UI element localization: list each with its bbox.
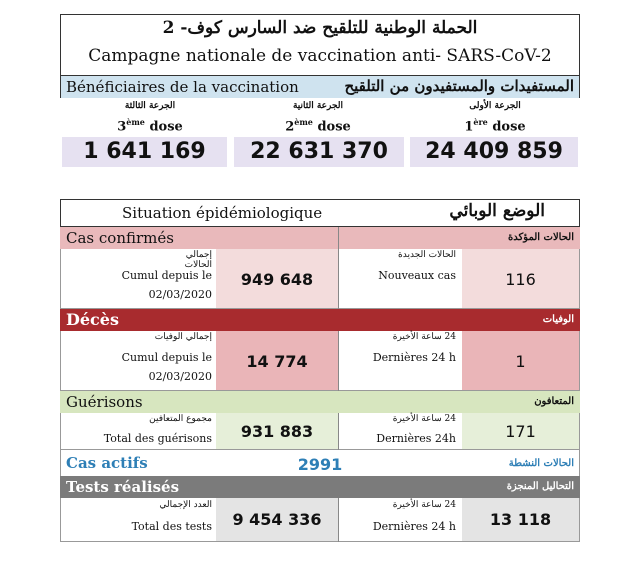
- confirmed-label-fr: Cas confirmés: [66, 229, 174, 247]
- recovered-total-value: 931 883: [240, 422, 314, 441]
- recovered-h24-value: 171: [505, 422, 536, 441]
- deaths-cumul-label-ar: إجمالي الوفيات: [154, 332, 212, 342]
- dose2-label-fr: 2ème dose: [285, 117, 351, 135]
- confirmed-new-label-ar: الحالات الجديدة: [398, 250, 456, 260]
- dose3-label-ar: الجرعة الثالثة: [124, 101, 176, 111]
- confirmed-new-value: 116: [505, 270, 536, 289]
- tests-h24-value: 13 118: [489, 510, 552, 529]
- tests-label-fr: Tests réalisés: [66, 478, 180, 496]
- deaths-bar: [60, 309, 580, 331]
- confirmed-cumul-label-fr: Cumul depuis le: [121, 269, 212, 282]
- active-value: 2991: [297, 455, 343, 474]
- deaths-row-divider: [338, 331, 339, 391]
- recovered-label-fr: Guérisons: [66, 393, 143, 411]
- recovered-row-divider: [338, 413, 339, 450]
- confirmed-bar-divider: [338, 227, 339, 249]
- tests-total-label-fr: Total des tests: [131, 520, 212, 533]
- dose3-label-fr: 3ème dose: [117, 117, 183, 135]
- deaths-h24-value: 1: [515, 352, 526, 371]
- confirmed-new-label-fr: Nouveaux cas: [378, 269, 456, 282]
- dose2-value: 22 631 370: [234, 137, 404, 167]
- recovered-total-label-fr: Total des guérisons: [103, 432, 212, 445]
- recovered-h24-label-ar: 24 ساعة الأخيرة: [392, 414, 456, 424]
- recovered-label-ar: المتعافون: [534, 396, 574, 407]
- dose3-value: 1 641 169: [62, 137, 227, 167]
- confirmed-label-ar: الحالات المؤكدة: [508, 232, 574, 243]
- deaths-h24-label-fr: Dernières 24 h: [372, 351, 456, 364]
- confirmed-cumul-label-ar: إجمالي الحالات: [184, 250, 212, 270]
- confirmed-cumul-date: 02/03/2020: [148, 288, 212, 301]
- active-label-fr: Cas actifs: [66, 454, 148, 472]
- tests-total-value: 9 454 336: [232, 510, 322, 529]
- active-label-ar: الحالات النشطة: [508, 458, 574, 469]
- tests-label-ar: التحاليل المنجزة: [506, 481, 574, 492]
- campaign-title-ar: الحملة الوطنية للتلقيح ضد السارس كوف- 2: [162, 18, 478, 38]
- campaign-title-fr: Campagne nationale de vaccination anti- SARS-CoV-2: [88, 46, 552, 66]
- dose1-label-fr: 1ère dose: [464, 117, 526, 135]
- recovered-h24-label-fr: Dernières 24h: [376, 432, 456, 445]
- situation-label-ar: الوضع الوبائي: [449, 201, 545, 221]
- situation-label-fr: Situation épidémiologique: [122, 204, 323, 222]
- deaths-h24-label-ar: 24 ساعة الأخيرة: [392, 332, 456, 342]
- tests-h24-label-fr: Dernières 24 h: [372, 520, 456, 533]
- tests-row-divider: [338, 498, 339, 542]
- deaths-cumul-label-fr: Cumul depuis le: [121, 351, 212, 364]
- confirmed-row-divider: [338, 249, 339, 309]
- vaccination-label-ar: المستفيدات والمستفيدون من التلقيح: [344, 77, 574, 95]
- tests-total-label-ar: العدد الإجمالي: [159, 500, 212, 510]
- deaths-label-fr: Décès: [66, 310, 119, 329]
- vaccination-label-fr: Bénéficiaires de la vaccination: [66, 78, 299, 96]
- dose1-value: 24 409 859: [410, 137, 578, 167]
- dose1-label-ar: الجرعة الأولى: [469, 101, 521, 111]
- deaths-cumul-date: 02/03/2020: [148, 370, 212, 383]
- dose2-label-ar: الجرعة الثانية: [292, 101, 344, 111]
- recovered-total-label-ar: مجموع المتعافين: [149, 414, 212, 424]
- confirmed-cumul-value: 949 648: [240, 270, 314, 289]
- deaths-label-ar: الوفيات: [542, 314, 574, 325]
- deaths-cumul-value: 14 774: [246, 352, 308, 371]
- tests-h24-label-ar: 24 ساعة الأخيرة: [392, 500, 456, 510]
